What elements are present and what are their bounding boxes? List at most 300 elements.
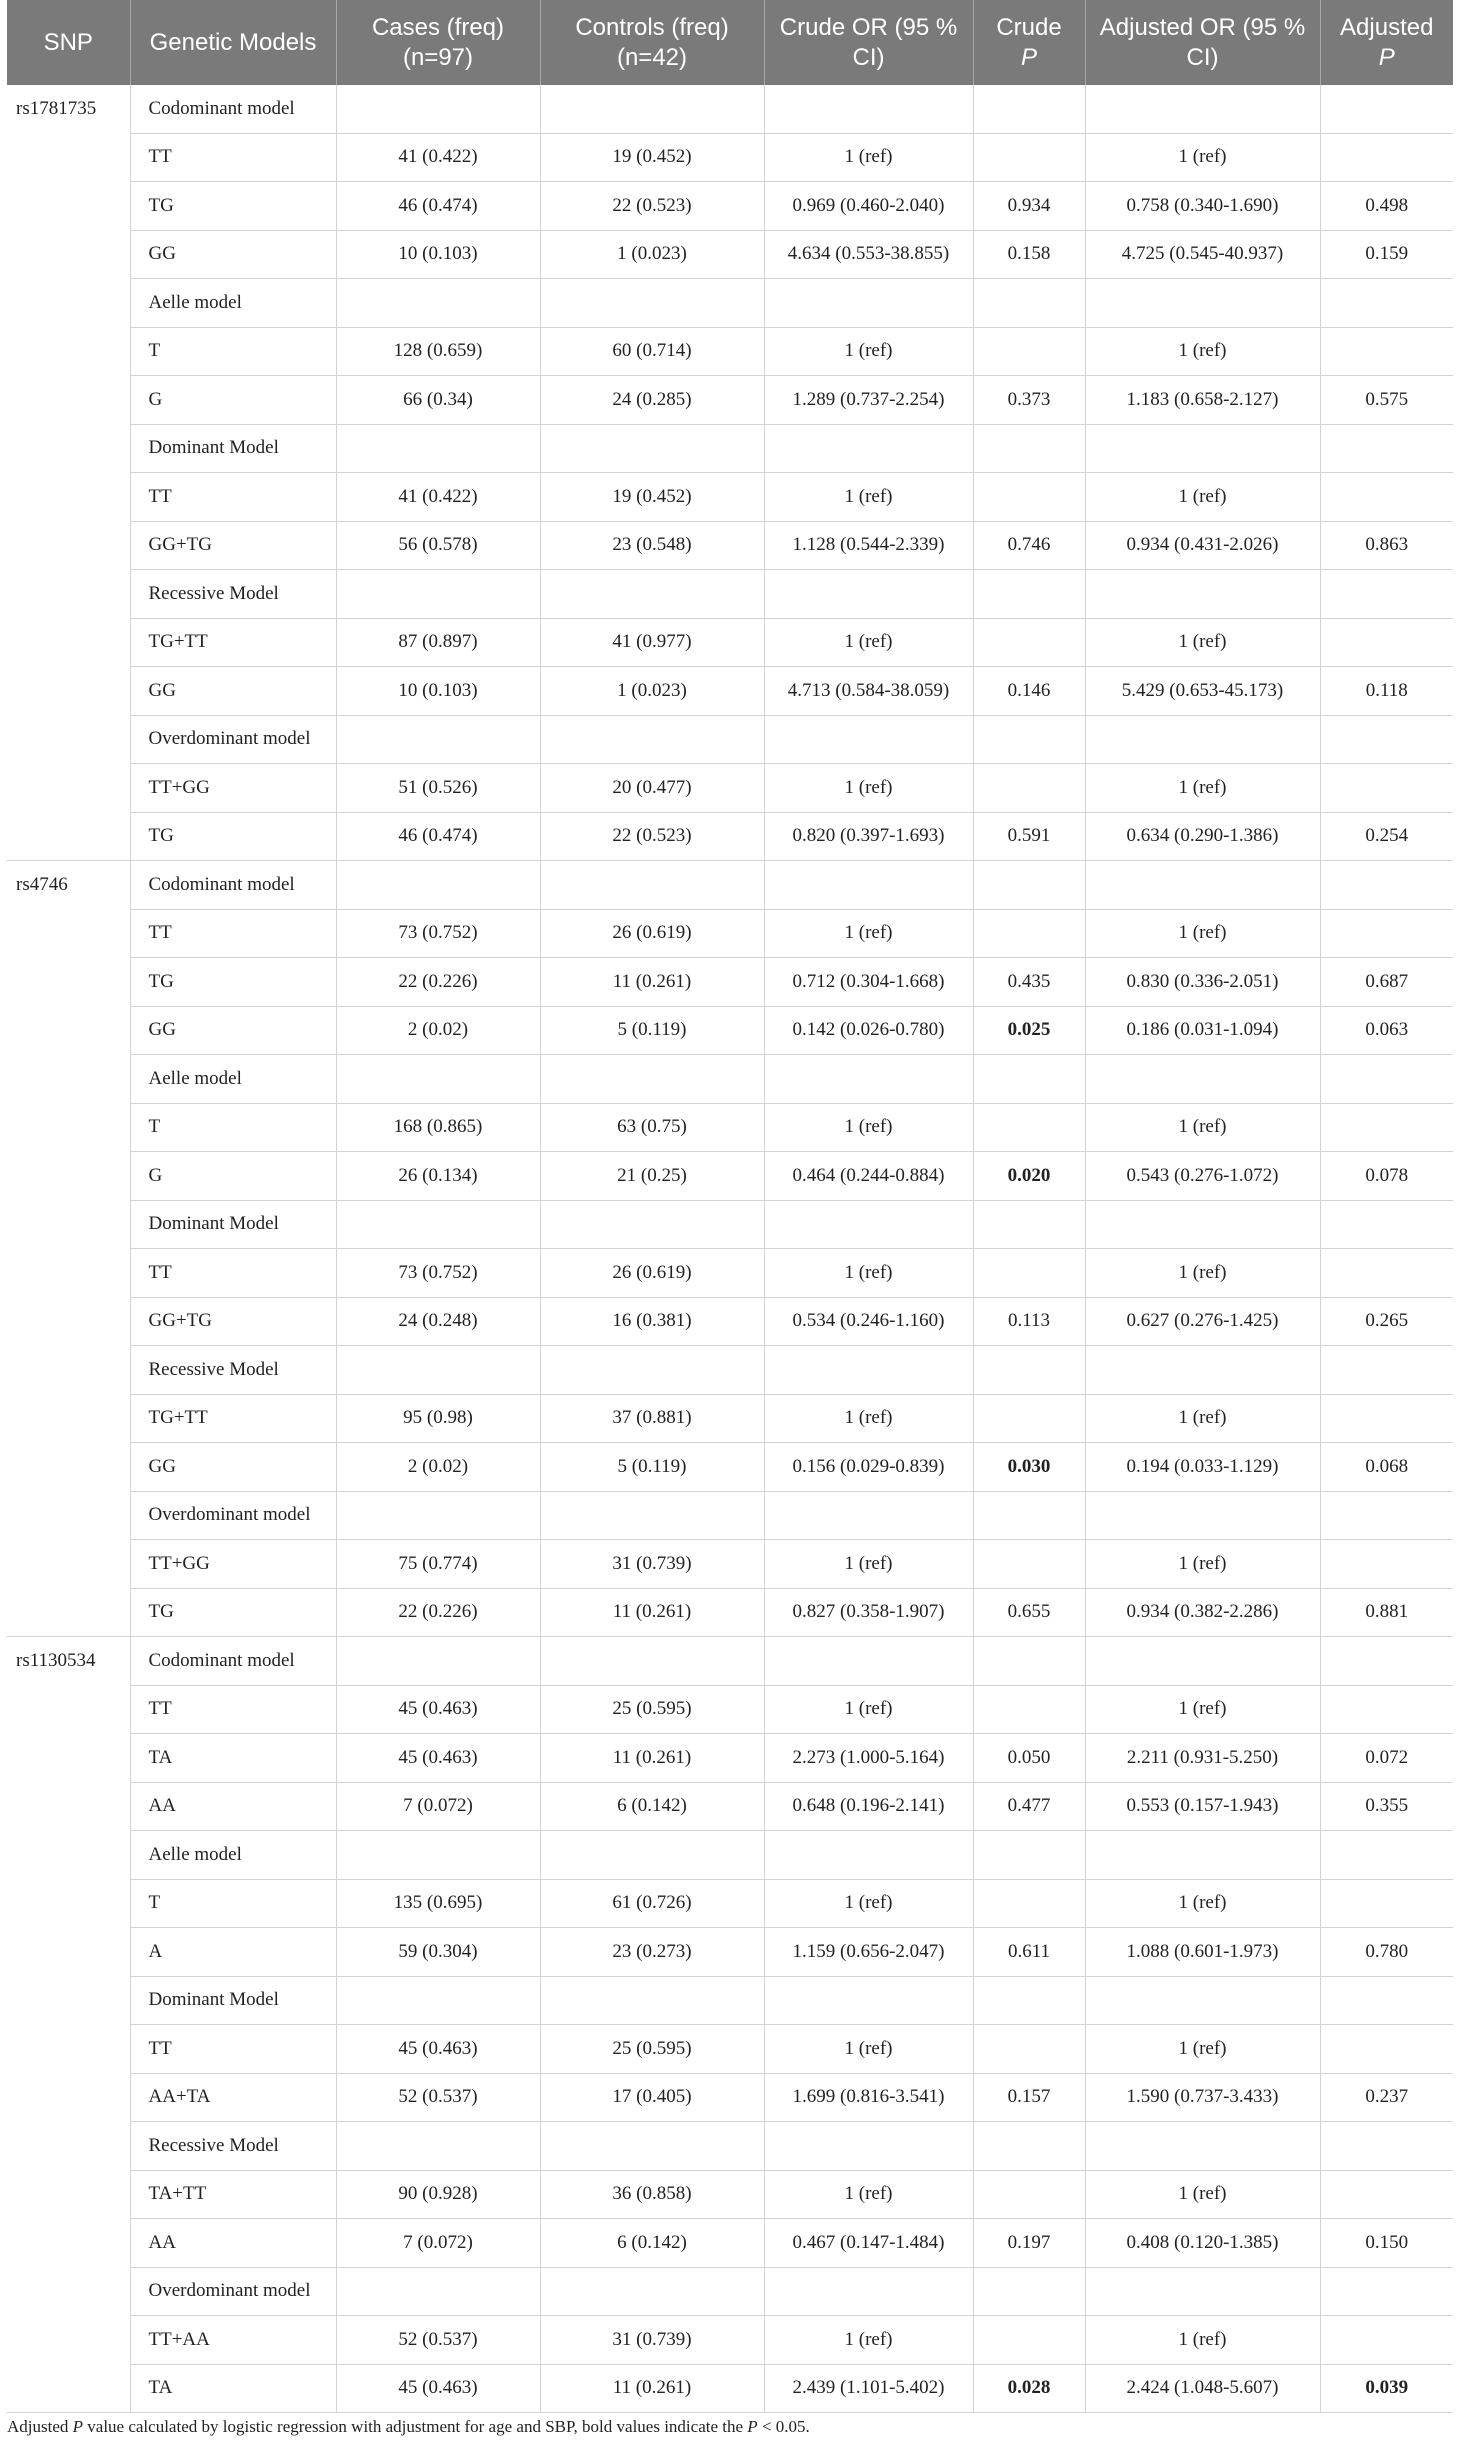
crude-p-value: 0.050 bbox=[973, 1734, 1085, 1783]
model-label: Codominant model bbox=[130, 861, 336, 910]
model-header-row bbox=[7, 715, 1453, 764]
adjusted-or-value: 1 (ref) bbox=[1085, 2025, 1320, 2074]
snp-cell-empty bbox=[7, 764, 130, 813]
empty-cell bbox=[1085, 2122, 1320, 2171]
cases-value: 2 (0.02) bbox=[336, 1006, 540, 1055]
snp-cell-empty bbox=[7, 1831, 130, 1880]
crude-or-value: 4.713 (0.584-38.059) bbox=[764, 667, 973, 716]
empty-cell bbox=[1085, 715, 1320, 764]
table-row bbox=[7, 2025, 1453, 2074]
empty-cell bbox=[336, 2267, 540, 2316]
empty-cell bbox=[336, 570, 540, 619]
adjusted-or-value: 0.543 (0.276-1.072) bbox=[1085, 1152, 1320, 1201]
table-row bbox=[7, 667, 1453, 716]
adjusted-or-value: 1 (ref) bbox=[1085, 327, 1320, 376]
empty-cell bbox=[336, 1491, 540, 1540]
controls-value: 37 (0.881) bbox=[540, 1394, 764, 1443]
genotype: AA bbox=[130, 2219, 336, 2268]
crude-p-value bbox=[973, 1540, 1085, 1589]
empty-cell bbox=[1320, 861, 1453, 910]
crude-or-value: 1 (ref) bbox=[764, 2170, 973, 2219]
empty-cell bbox=[1085, 424, 1320, 473]
empty-cell bbox=[1085, 570, 1320, 619]
snp-cell-empty bbox=[7, 1443, 130, 1492]
cases-value: 2 (0.02) bbox=[336, 1443, 540, 1492]
genotype: G bbox=[130, 1152, 336, 1201]
cases-value: 45 (0.463) bbox=[336, 1685, 540, 1734]
empty-cell bbox=[1085, 861, 1320, 910]
table-row bbox=[7, 1782, 1453, 1831]
empty-cell bbox=[1085, 1055, 1320, 1104]
snp-cell-empty bbox=[7, 812, 130, 861]
adjusted-p-value: 0.863 bbox=[1320, 521, 1453, 570]
header-cases: Cases (freq) (n=97) bbox=[336, 0, 540, 85]
empty-cell bbox=[336, 1055, 540, 1104]
empty-cell bbox=[764, 715, 973, 764]
empty-cell bbox=[1085, 279, 1320, 328]
genotype: TA bbox=[130, 1734, 336, 1783]
table-row bbox=[7, 473, 1453, 522]
controls-value: 19 (0.452) bbox=[540, 133, 764, 182]
table-row bbox=[7, 1152, 1453, 1201]
snp-cell-empty bbox=[7, 1297, 130, 1346]
crude-p-value bbox=[973, 133, 1085, 182]
empty-cell bbox=[1085, 85, 1320, 133]
crude-or-value: 0.820 (0.397-1.693) bbox=[764, 812, 973, 861]
table-row bbox=[7, 133, 1453, 182]
empty-cell bbox=[1320, 2122, 1453, 2171]
genotype: G bbox=[130, 376, 336, 425]
snp-cell-empty bbox=[7, 1055, 130, 1104]
genotype: TT bbox=[130, 1249, 336, 1298]
adjusted-p-value bbox=[1320, 1103, 1453, 1152]
header-adjusted-p-prefix: Adjusted bbox=[1340, 13, 1434, 41]
header-adjusted-p bbox=[1320, 0, 1453, 85]
adjusted-or-value: 1 (ref) bbox=[1085, 909, 1320, 958]
adjusted-p-value bbox=[1320, 1879, 1453, 1928]
header-controls: Controls (freq) (n=42) bbox=[540, 0, 764, 85]
table-footnote bbox=[7, 2417, 810, 2437]
model-label: Overdominant model bbox=[130, 2267, 336, 2316]
empty-cell bbox=[973, 1976, 1085, 2025]
table-row bbox=[7, 2219, 1453, 2268]
table-row bbox=[7, 182, 1453, 231]
adjusted-or-value: 0.553 (0.157-1.943) bbox=[1085, 1782, 1320, 1831]
crude-or-value: 0.467 (0.147-1.484) bbox=[764, 2219, 973, 2268]
crude-p-value: 0.030 bbox=[973, 1443, 1085, 1492]
controls-value: 20 (0.477) bbox=[540, 764, 764, 813]
controls-value: 6 (0.142) bbox=[540, 1782, 764, 1831]
crude-p-value: 0.655 bbox=[973, 1588, 1085, 1637]
cases-value: 95 (0.98) bbox=[336, 1394, 540, 1443]
empty-cell bbox=[540, 1346, 764, 1395]
model-header-row bbox=[7, 570, 1453, 619]
empty-cell bbox=[764, 85, 973, 133]
empty-cell bbox=[336, 861, 540, 910]
controls-value: 11 (0.261) bbox=[540, 958, 764, 1007]
empty-cell bbox=[764, 1200, 973, 1249]
adjusted-p-value: 0.068 bbox=[1320, 1443, 1453, 1492]
model-header-row bbox=[7, 1055, 1453, 1104]
crude-p-value bbox=[973, 1394, 1085, 1443]
crude-p-value bbox=[973, 327, 1085, 376]
crude-p-value bbox=[973, 764, 1085, 813]
empty-cell bbox=[1320, 1831, 1453, 1880]
header-adjusted-p-letter: P bbox=[1378, 43, 1395, 71]
snp-cell-empty bbox=[7, 2364, 130, 2413]
crude-or-value: 0.464 (0.244-0.884) bbox=[764, 1152, 973, 1201]
model-label: Overdominant model bbox=[130, 1491, 336, 1540]
genotype: TT bbox=[130, 2025, 336, 2074]
adjusted-or-value: 1 (ref) bbox=[1085, 1249, 1320, 1298]
model-label: Recessive Model bbox=[130, 2122, 336, 2171]
controls-value: 11 (0.261) bbox=[540, 1588, 764, 1637]
empty-cell bbox=[336, 1200, 540, 1249]
snp-cell-empty bbox=[7, 1782, 130, 1831]
adjusted-or-value: 1 (ref) bbox=[1085, 473, 1320, 522]
snp-cell-empty bbox=[7, 182, 130, 231]
cases-value: 10 (0.103) bbox=[336, 667, 540, 716]
adjusted-or-value: 1 (ref) bbox=[1085, 133, 1320, 182]
controls-value: 1 (0.023) bbox=[540, 667, 764, 716]
adjusted-or-value: 1 (ref) bbox=[1085, 2316, 1320, 2365]
genotype: TT bbox=[130, 133, 336, 182]
cases-value: 52 (0.537) bbox=[336, 2073, 540, 2122]
genotype: AA+TA bbox=[130, 2073, 336, 2122]
snp-cell-empty bbox=[7, 2122, 130, 2171]
model-header-row bbox=[7, 279, 1453, 328]
crude-or-value: 1 (ref) bbox=[764, 1540, 973, 1589]
table-row bbox=[7, 327, 1453, 376]
empty-cell bbox=[540, 1831, 764, 1880]
table-row bbox=[7, 958, 1453, 1007]
footnote-p-italic: P bbox=[72, 2417, 84, 2436]
crude-p-value: 0.158 bbox=[973, 230, 1085, 279]
controls-value: 11 (0.261) bbox=[540, 1734, 764, 1783]
genotype: TT bbox=[130, 1685, 336, 1734]
cases-value: 168 (0.865) bbox=[336, 1103, 540, 1152]
crude-p-value: 0.157 bbox=[973, 2073, 1085, 2122]
snp-cell-empty bbox=[7, 715, 130, 764]
snp-cell-empty bbox=[7, 1103, 130, 1152]
table-header-row bbox=[7, 0, 1453, 85]
cases-value: 59 (0.304) bbox=[336, 1928, 540, 1977]
empty-cell bbox=[764, 2267, 973, 2316]
crude-or-value: 1.699 (0.816-3.541) bbox=[764, 2073, 973, 2122]
crude-or-value: 0.969 (0.460-2.040) bbox=[764, 182, 973, 231]
empty-cell bbox=[1320, 424, 1453, 473]
adjusted-p-value: 0.780 bbox=[1320, 1928, 1453, 1977]
adjusted-p-value bbox=[1320, 473, 1453, 522]
adjusted-p-value bbox=[1320, 1249, 1453, 1298]
snp-cell-empty bbox=[7, 1928, 130, 1977]
empty-cell bbox=[1085, 1491, 1320, 1540]
crude-or-value: 1.159 (0.656-2.047) bbox=[764, 1928, 973, 1977]
empty-cell bbox=[336, 715, 540, 764]
genotype: TG bbox=[130, 812, 336, 861]
genotype: TT+GG bbox=[130, 764, 336, 813]
crude-or-value: 1 (ref) bbox=[764, 473, 973, 522]
adjusted-p-value bbox=[1320, 133, 1453, 182]
crude-p-value bbox=[973, 618, 1085, 667]
table-row bbox=[7, 1879, 1453, 1928]
adjusted-or-value: 0.186 (0.031-1.094) bbox=[1085, 1006, 1320, 1055]
empty-cell bbox=[973, 2122, 1085, 2171]
snp-cell-empty bbox=[7, 1200, 130, 1249]
genotype: T bbox=[130, 327, 336, 376]
controls-value: 41 (0.977) bbox=[540, 618, 764, 667]
cases-value: 45 (0.463) bbox=[336, 1734, 540, 1783]
crude-p-value bbox=[973, 909, 1085, 958]
controls-value: 1 (0.023) bbox=[540, 230, 764, 279]
genotype: GG bbox=[130, 667, 336, 716]
empty-cell bbox=[540, 715, 764, 764]
empty-cell bbox=[1320, 1976, 1453, 2025]
crude-or-value: 1.128 (0.544-2.339) bbox=[764, 521, 973, 570]
snp-cell-empty bbox=[7, 230, 130, 279]
controls-value: 26 (0.619) bbox=[540, 1249, 764, 1298]
adjusted-or-value: 0.758 (0.340-1.690) bbox=[1085, 182, 1320, 231]
empty-cell bbox=[540, 1200, 764, 1249]
model-header-row bbox=[7, 1200, 1453, 1249]
table-row bbox=[7, 1685, 1453, 1734]
crude-p-value: 0.746 bbox=[973, 521, 1085, 570]
table-row bbox=[7, 1734, 1453, 1783]
adjusted-p-value bbox=[1320, 618, 1453, 667]
empty-cell bbox=[1085, 2267, 1320, 2316]
cases-value: 7 (0.072) bbox=[336, 1782, 540, 1831]
crude-p-value: 0.028 bbox=[973, 2364, 1085, 2413]
table-row bbox=[7, 909, 1453, 958]
controls-value: 16 (0.381) bbox=[540, 1297, 764, 1346]
crude-or-value: 0.156 (0.029-0.839) bbox=[764, 1443, 973, 1492]
table-row bbox=[7, 2170, 1453, 2219]
cases-value: 90 (0.928) bbox=[336, 2170, 540, 2219]
empty-cell bbox=[973, 1637, 1085, 1686]
empty-cell bbox=[973, 424, 1085, 473]
crude-or-value: 1 (ref) bbox=[764, 764, 973, 813]
crude-or-value: 4.634 (0.553-38.855) bbox=[764, 230, 973, 279]
controls-value: 26 (0.619) bbox=[540, 909, 764, 958]
adjusted-p-value: 0.039 bbox=[1320, 2364, 1453, 2413]
adjusted-p-value: 0.575 bbox=[1320, 376, 1453, 425]
adjusted-p-value: 0.063 bbox=[1320, 1006, 1453, 1055]
crude-or-value: 0.827 (0.358-1.907) bbox=[764, 1588, 973, 1637]
crude-p-value: 0.611 bbox=[973, 1928, 1085, 1977]
empty-cell bbox=[540, 1976, 764, 2025]
controls-value: 60 (0.714) bbox=[540, 327, 764, 376]
snp-cell-empty bbox=[7, 133, 130, 182]
cases-value: 128 (0.659) bbox=[336, 327, 540, 376]
cases-value: 46 (0.474) bbox=[336, 182, 540, 231]
empty-cell bbox=[540, 1491, 764, 1540]
footnote-before: Adjusted bbox=[7, 2417, 73, 2436]
header-snp: SNP bbox=[7, 0, 130, 85]
empty-cell bbox=[540, 2267, 764, 2316]
empty-cell bbox=[336, 1976, 540, 2025]
empty-cell bbox=[540, 279, 764, 328]
table-row bbox=[7, 1249, 1453, 1298]
cases-value: 56 (0.578) bbox=[336, 521, 540, 570]
snp-cell-empty bbox=[7, 1734, 130, 1783]
controls-value: 17 (0.405) bbox=[540, 2073, 764, 2122]
empty-cell bbox=[973, 570, 1085, 619]
model-header-row bbox=[7, 85, 1453, 133]
empty-cell bbox=[973, 1491, 1085, 1540]
snp-cell-empty bbox=[7, 376, 130, 425]
adjusted-p-value: 0.254 bbox=[1320, 812, 1453, 861]
adjusted-or-value: 4.725 (0.545-40.937) bbox=[1085, 230, 1320, 279]
empty-cell bbox=[764, 1831, 973, 1880]
empty-cell bbox=[336, 85, 540, 133]
table-row bbox=[7, 2364, 1453, 2413]
controls-value: 31 (0.739) bbox=[540, 1540, 764, 1589]
snp-cell-empty bbox=[7, 1249, 130, 1298]
snp-cell-empty bbox=[7, 1346, 130, 1395]
empty-cell bbox=[973, 1055, 1085, 1104]
genotype: AA bbox=[130, 1782, 336, 1831]
empty-cell bbox=[1320, 1200, 1453, 1249]
adjusted-or-value: 1.183 (0.658-2.127) bbox=[1085, 376, 1320, 425]
model-label: Dominant Model bbox=[130, 1200, 336, 1249]
snp-cell-empty bbox=[7, 2316, 130, 2365]
empty-cell bbox=[1320, 1346, 1453, 1395]
table-row bbox=[7, 1394, 1453, 1443]
crude-p-value: 0.197 bbox=[973, 2219, 1085, 2268]
crude-or-value: 0.712 (0.304-1.668) bbox=[764, 958, 973, 1007]
crude-p-value bbox=[973, 2316, 1085, 2365]
cases-value: 26 (0.134) bbox=[336, 1152, 540, 1201]
crude-or-value: 1 (ref) bbox=[764, 133, 973, 182]
crude-p-value bbox=[973, 2025, 1085, 2074]
empty-cell bbox=[1320, 85, 1453, 133]
cases-value: 41 (0.422) bbox=[336, 133, 540, 182]
controls-value: 36 (0.858) bbox=[540, 2170, 764, 2219]
crude-p-value: 0.020 bbox=[973, 1152, 1085, 1201]
model-label: Aelle model bbox=[130, 279, 336, 328]
snp-cell-empty bbox=[7, 958, 130, 1007]
empty-cell bbox=[973, 1200, 1085, 1249]
genotype: TA+TT bbox=[130, 2170, 336, 2219]
snp-cell-empty bbox=[7, 1879, 130, 1928]
table-row bbox=[7, 1297, 1453, 1346]
cases-value: 7 (0.072) bbox=[336, 2219, 540, 2268]
table-row bbox=[7, 764, 1453, 813]
controls-value: 63 (0.75) bbox=[540, 1103, 764, 1152]
crude-or-value: 1 (ref) bbox=[764, 1249, 973, 1298]
adjusted-p-value bbox=[1320, 1394, 1453, 1443]
empty-cell bbox=[764, 1346, 973, 1395]
model-label: Dominant Model bbox=[130, 424, 336, 473]
cases-value: 66 (0.34) bbox=[336, 376, 540, 425]
adjusted-p-value bbox=[1320, 2170, 1453, 2219]
adjusted-p-value bbox=[1320, 764, 1453, 813]
header-crude-p-prefix: Crude bbox=[996, 13, 1062, 41]
genotype: T bbox=[130, 1103, 336, 1152]
crude-or-value: 1.289 (0.737-2.254) bbox=[764, 376, 973, 425]
genotype: TT+AA bbox=[130, 2316, 336, 2365]
adjusted-or-value: 0.408 (0.120-1.385) bbox=[1085, 2219, 1320, 2268]
model-label: Recessive Model bbox=[130, 570, 336, 619]
table-row bbox=[7, 2316, 1453, 2365]
empty-cell bbox=[1320, 279, 1453, 328]
crude-or-value: 1 (ref) bbox=[764, 618, 973, 667]
adjusted-or-value: 1 (ref) bbox=[1085, 1879, 1320, 1928]
genotype: TG bbox=[130, 182, 336, 231]
snp-cell-empty bbox=[7, 2025, 130, 2074]
model-label: Recessive Model bbox=[130, 1346, 336, 1395]
crude-or-value: 2.439 (1.101-5.402) bbox=[764, 2364, 973, 2413]
empty-cell bbox=[540, 570, 764, 619]
controls-value: 61 (0.726) bbox=[540, 1879, 764, 1928]
adjusted-p-value: 0.078 bbox=[1320, 1152, 1453, 1201]
crude-p-value: 0.373 bbox=[973, 376, 1085, 425]
empty-cell bbox=[1085, 1346, 1320, 1395]
model-header-row bbox=[7, 1491, 1453, 1540]
genotype: TA bbox=[130, 2364, 336, 2413]
snp-cell-empty bbox=[7, 909, 130, 958]
genotype: A bbox=[130, 1928, 336, 1977]
crude-p-value: 0.113 bbox=[973, 1297, 1085, 1346]
crude-or-value: 1 (ref) bbox=[764, 2316, 973, 2365]
table-container bbox=[7, 0, 1453, 2413]
controls-value: 23 (0.273) bbox=[540, 1928, 764, 1977]
adjusted-p-value: 0.072 bbox=[1320, 1734, 1453, 1783]
crude-or-value: 1 (ref) bbox=[764, 1394, 973, 1443]
footnote-end: < 0.05. bbox=[757, 2417, 810, 2436]
controls-value: 11 (0.261) bbox=[540, 2364, 764, 2413]
genotype: TG+TT bbox=[130, 618, 336, 667]
empty-cell bbox=[540, 1637, 764, 1686]
empty-cell bbox=[973, 2267, 1085, 2316]
adjusted-p-value bbox=[1320, 1540, 1453, 1589]
crude-p-value bbox=[973, 1879, 1085, 1928]
crude-or-value: 1 (ref) bbox=[764, 1879, 973, 1928]
snp-cell-empty bbox=[7, 327, 130, 376]
empty-cell bbox=[764, 861, 973, 910]
adjusted-p-value: 0.881 bbox=[1320, 1588, 1453, 1637]
empty-cell bbox=[540, 861, 764, 910]
adjusted-p-value bbox=[1320, 2025, 1453, 2074]
empty-cell bbox=[1320, 570, 1453, 619]
cases-value: 41 (0.422) bbox=[336, 473, 540, 522]
snp-name: rs4746 bbox=[16, 874, 68, 895]
model-header-row bbox=[7, 1637, 1453, 1686]
cases-value: 22 (0.226) bbox=[336, 958, 540, 1007]
header-adjusted-or: Adjusted OR (95 % CI) bbox=[1085, 0, 1320, 85]
adjusted-or-value: 0.194 (0.033-1.129) bbox=[1085, 1443, 1320, 1492]
table-row bbox=[7, 1006, 1453, 1055]
adjusted-or-value: 1 (ref) bbox=[1085, 2170, 1320, 2219]
empty-cell bbox=[336, 279, 540, 328]
snp-cell-empty bbox=[7, 1006, 130, 1055]
empty-cell bbox=[764, 424, 973, 473]
crude-p-value bbox=[973, 473, 1085, 522]
model-label: Codominant model bbox=[130, 85, 336, 133]
adjusted-or-value: 1.088 (0.601-1.973) bbox=[1085, 1928, 1320, 1977]
model-header-row bbox=[7, 2122, 1453, 2171]
empty-cell bbox=[973, 715, 1085, 764]
crude-or-value: 0.648 (0.196-2.141) bbox=[764, 1782, 973, 1831]
empty-cell bbox=[1320, 1055, 1453, 1104]
snp-cell-empty bbox=[7, 2170, 130, 2219]
cases-value: 73 (0.752) bbox=[336, 1249, 540, 1298]
model-label: Overdominant model bbox=[130, 715, 336, 764]
genotype: TG+TT bbox=[130, 1394, 336, 1443]
snp-cell-empty bbox=[7, 1976, 130, 2025]
adjusted-p-value: 0.118 bbox=[1320, 667, 1453, 716]
snp-cell-empty bbox=[7, 1152, 130, 1201]
